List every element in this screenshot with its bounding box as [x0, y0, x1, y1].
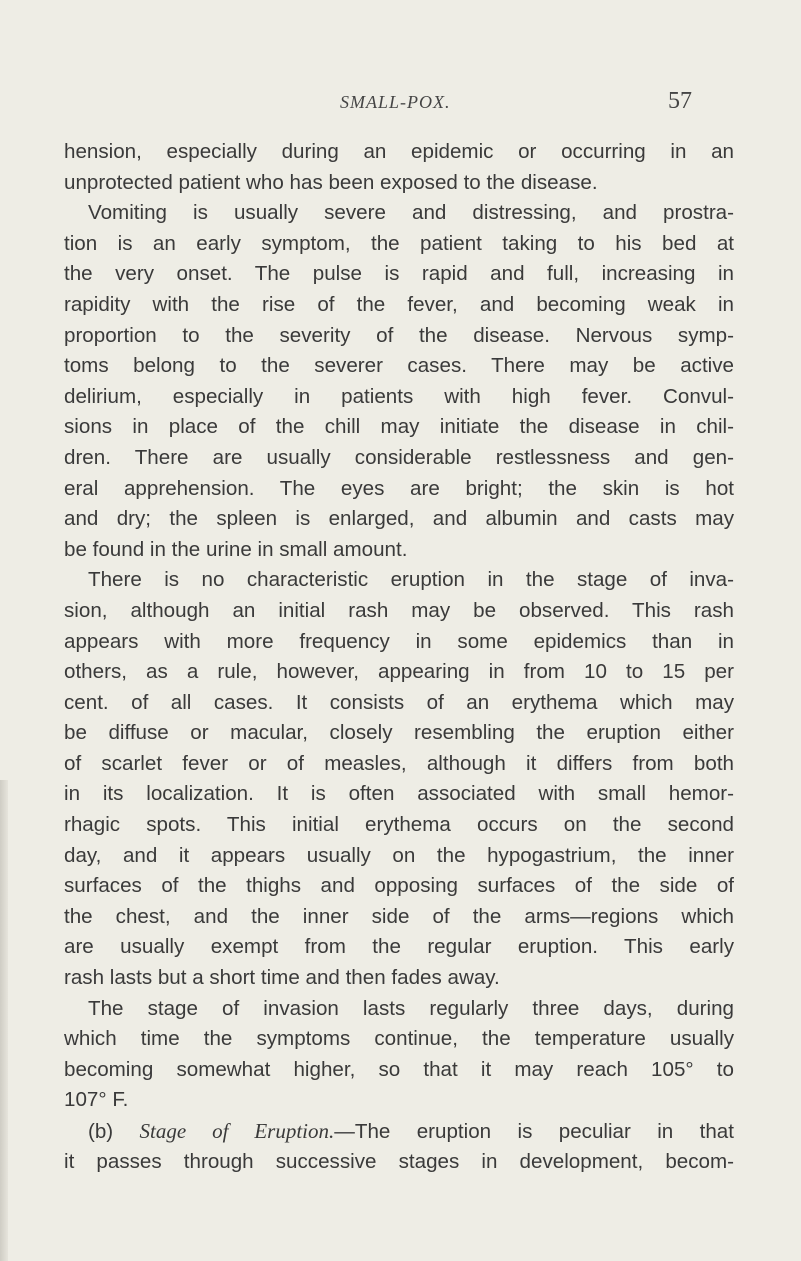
text-line: be diffuse or macular, closely resembling the eruption either: [64, 721, 734, 745]
text-line: rapidity with the rise of the fever, and becoming weak in: [64, 292, 734, 316]
text-line: dren. There are usually considerable restlessness and gen-: [64, 445, 734, 469]
text-line: others, as a rule, however, appearing in from 10 to 15 per: [64, 660, 734, 684]
text-line: delirium, especially in patients with high fever. Convul-: [64, 384, 734, 408]
text-line: eral apprehension. The eyes are bright; the skin is hot: [64, 476, 734, 500]
subsection-label: (b): [88, 1120, 114, 1143]
text-line: and dry; the spleen is enlarged, and albumin and casts may: [64, 507, 734, 531]
text-line: sions in place of the chill may initiate the disease in chil-: [64, 415, 734, 439]
text-line: becoming somewhat higher, so that it may reach 105° to: [64, 1057, 734, 1081]
subsection-heading: Stage of Eruption.: [139, 1119, 335, 1143]
text-line: unprotected patient who has been exposed to the disease.: [64, 170, 598, 194]
text-line: it passes through successive stages in development, becom-: [64, 1149, 734, 1173]
text-line: The stage of invasion lasts regularly three days, during: [88, 996, 734, 1020]
body-text: [64, 137, 734, 1177]
text-line: surfaces of the thighs and opposing surfaces of the side of: [64, 874, 734, 898]
subsection-line: [64, 1116, 734, 1147]
running-head: [0, 88, 801, 118]
text-line: rhagic spots. This initial erythema occurs on the second: [64, 813, 734, 837]
text-line: There is no characteristic eruption in the stage of inva-: [88, 568, 734, 592]
text-line: be found in the urine in small amount.: [64, 537, 408, 561]
running-title: SMALL-POX.: [340, 92, 451, 112]
text-line: sion, although an initial rash may be observed. This rash: [64, 598, 734, 622]
text-line: the very onset. The pulse is rapid and full, increasing in: [64, 262, 734, 286]
text-line: the chest, and the inner side of the arms—regions which: [64, 904, 734, 928]
text-line: Vomiting is usually severe and distressing, and prostra-: [88, 201, 734, 225]
text-line: which time the symptoms continue, the temperature usually: [64, 1027, 734, 1051]
text-line: cent. of all cases. It consists of an erythema which may: [64, 690, 734, 714]
subsection-text: —The eruption is peculiar in that: [334, 1120, 734, 1143]
text-line: day, and it appears usually on the hypogastrium, the inner: [64, 843, 734, 867]
text-line: hension, especially during an epidemic or occurring in an: [64, 140, 734, 163]
text-line: appears with more frequency in some epidemics than in: [64, 629, 734, 653]
page-number: 57: [668, 88, 692, 114]
text-line: tion is an early symptom, the patient taking to his bed at: [64, 231, 734, 255]
page-gutter-shadow: [0, 780, 8, 1261]
text-line: in its localization. It is often associated with small hemor-: [64, 782, 734, 806]
text-line: proportion to the severity of the disease. Nervous symp-: [64, 323, 734, 347]
text-line: are usually exempt from the regular eruption. This early: [64, 935, 734, 959]
text-line: of scarlet fever or of measles, although it differs from both: [64, 751, 734, 775]
text-line: toms belong to the severer cases. There may be active: [64, 354, 734, 378]
text-line: rash lasts but a short time and then fades away.: [64, 966, 500, 990]
text-line: 107° F.: [64, 1088, 129, 1112]
